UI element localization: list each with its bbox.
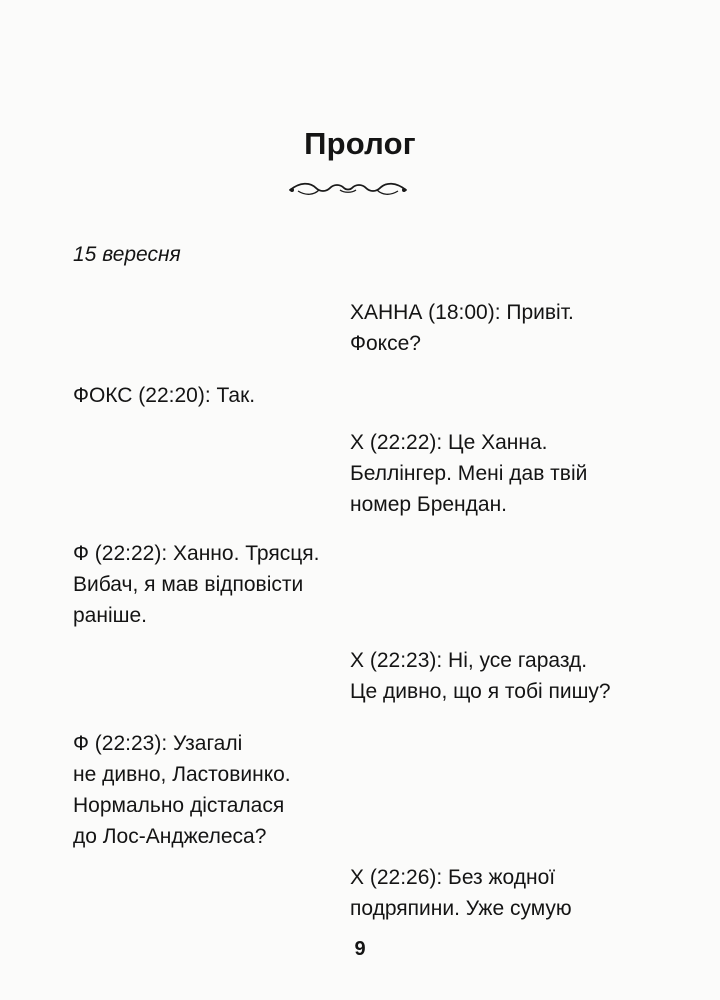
message-line: Х (22:23): Ні, усе гаразд. — [350, 649, 588, 672]
message-line: подряпини. Уже сумую — [350, 897, 572, 920]
message-2 — [73, 380, 255, 411]
message-6 — [73, 728, 291, 852]
page-number: 9 — [354, 938, 366, 960]
message-line: Ф (22:23): Узагалі — [73, 732, 243, 755]
message-line: Це дивно, що я тобі пишу? — [350, 680, 611, 703]
message-line: номер Брендан. — [350, 493, 508, 516]
message-5 — [350, 645, 611, 707]
message-line: Беллінгер. Мені дав твій — [350, 462, 588, 485]
message-line: до Лос-Анджелеса? — [73, 825, 267, 848]
chat-date: 15 вересня — [73, 243, 181, 266]
message-line: Нормально дісталася — [73, 794, 285, 817]
message-1 — [350, 297, 574, 359]
message-line: ХАННА (18:00): Привіт. — [350, 301, 574, 324]
message-line: не дивно, Ластовинко. — [73, 763, 291, 786]
message-line: Фоксе? — [350, 332, 421, 355]
message-line: Х (22:22): Це Ханна. — [350, 431, 548, 454]
message-line: Ф (22:22): Ханно. Трясця. — [73, 542, 320, 565]
flourish-divider-icon — [286, 178, 410, 202]
message-3 — [350, 427, 587, 520]
message-line: Вибач, я мав відповісти — [73, 573, 304, 596]
message-4 — [73, 538, 319, 631]
chapter-title: Пролог — [304, 126, 416, 161]
message-7 — [350, 862, 572, 924]
message-line: раніше. — [73, 604, 147, 627]
message-line: Х (22:26): Без жодної — [350, 866, 556, 889]
message-line: ФОКС (22:20): Так. — [73, 384, 256, 407]
